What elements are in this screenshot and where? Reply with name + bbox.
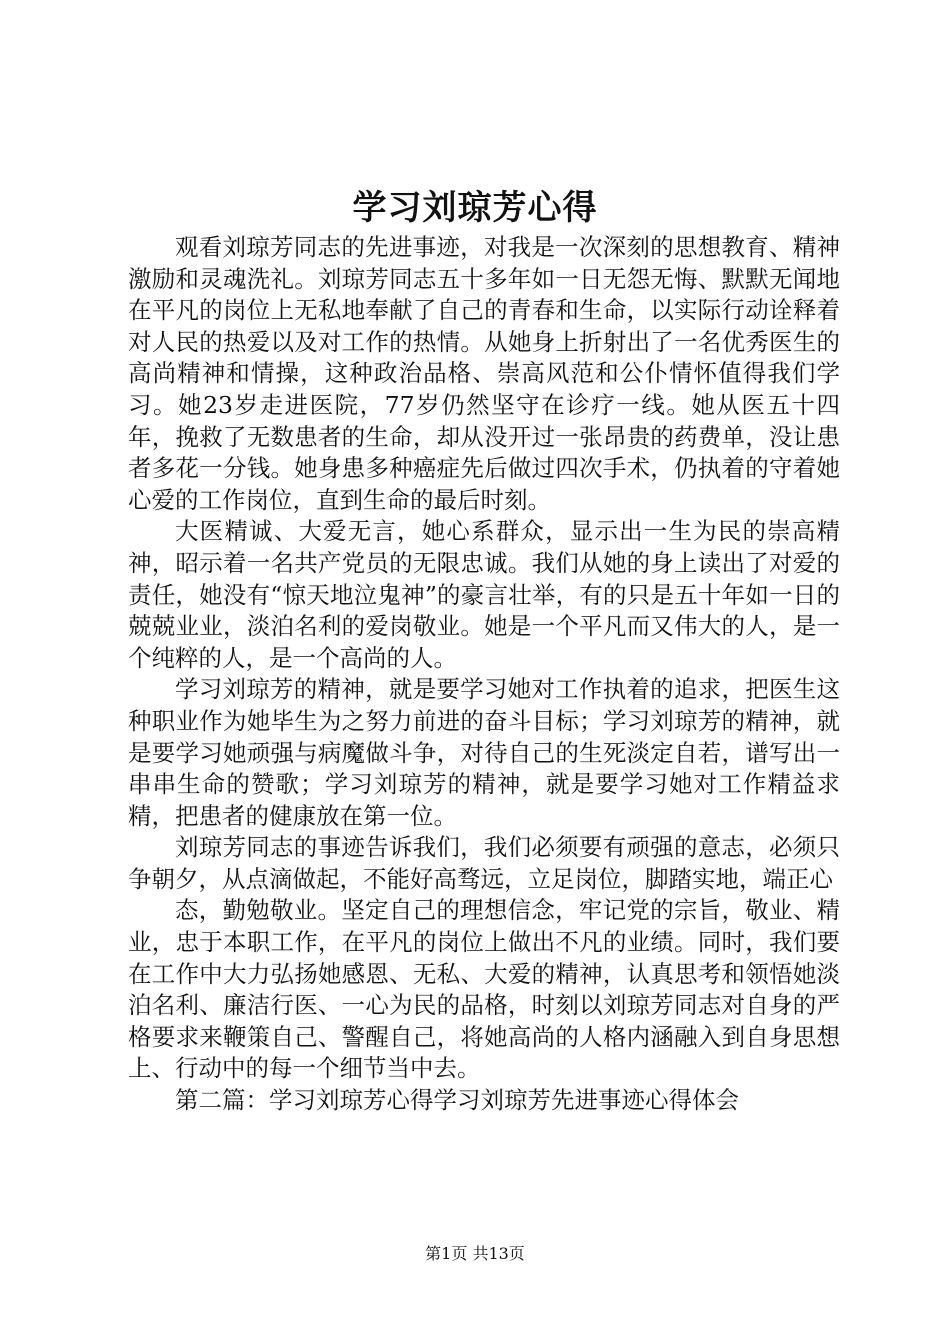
paragraph-6-section-heading: 第二篇：学习刘琼芳心得学习刘琼芳先进事迹心得体会 (175, 1086, 739, 1115)
document-body (128, 232, 840, 1117)
paragraph-2: 大医精诚、大爱无言，她心系群众，显示出一生为民的崇高精神，昭示着一名共产党员的无限忠诚。我们从她的身上读出了对爱的责任，她没有“惊天地泣鬼神”的豪言壮举，有的只是五十年如一日的兢兢业业，淡泊名利的爱岗敬业。她是一个平凡而又伟大的人，是一个纯粹的人，是一个高尚的人。 (128, 517, 840, 672)
paragraph-1: 观看刘琼芳同志的先进事迹，对我是一次深刻的思想教育、精神激励和灵魂洗礼。刘琼芳同志五十多年如一日无怨无悔、默默无闻地在平凡的岗位上无私地奉献了自己的青春和生命，以实际行动诠释着对人民的热爱以及对工作的热情。从她身上折射出了一名优秀医生的高尚精神和情操，这种政治品格、崇高风范和公仆情怀值得我们学习。她23岁走进医院，77岁仍然坚守在诊疗一线。她从医五十四年，挽救了无数患者的生命，却从没开过一张昂贵的药费单，没让患者多花一分钱。她身患多种癌症先后做过四次手术，仍执着的守着她心爱的工作岗位，直到生命的最后时刻。 (128, 233, 840, 514)
paragraph-3: 学习刘琼芳的精神，就是要学习她对工作执着的追求，把医生这种职业作为她毕生为之努力前进的奋斗目标；学习刘琼芳的精神，就是要学习她顽强与病魔做斗争，对待自己的生死淡定自若，谱写出一串串生命的赞歌；学习刘琼芳的精神，就是要学习她对工作精益求精，把患者的健康放在第一位。 (128, 675, 840, 830)
document-title: 学习刘琼芳心得 (352, 188, 598, 228)
page-number-footer: 第1页 共13页 (425, 1244, 525, 1263)
paragraph-5: 态，勤勉敬业。坚定自己的理想信念，牢记党的宗旨，敬业、精业，忠于本职工作，在平凡的岗位上做出不凡的业绩。同时，我们要在工作中大力弘扬她感恩、无私、大爱的精神，认真思考和领悟她淡泊名利、廉洁行医、一心为民的品格，时刻以刘琼芳同志对自身的严格要求来鞭策自己、警醒自己，将她高尚的人格内涵融入到自身思想上、行动中的每一个细节当中去。 (128, 896, 840, 1083)
paragraph-4: 刘琼芳同志的事迹告诉我们，我们必须要有顽强的意志，必须只争朝夕，从点滴做起，不能好高骛远，立足岗位，脚踏实地，端正心 (128, 833, 840, 893)
